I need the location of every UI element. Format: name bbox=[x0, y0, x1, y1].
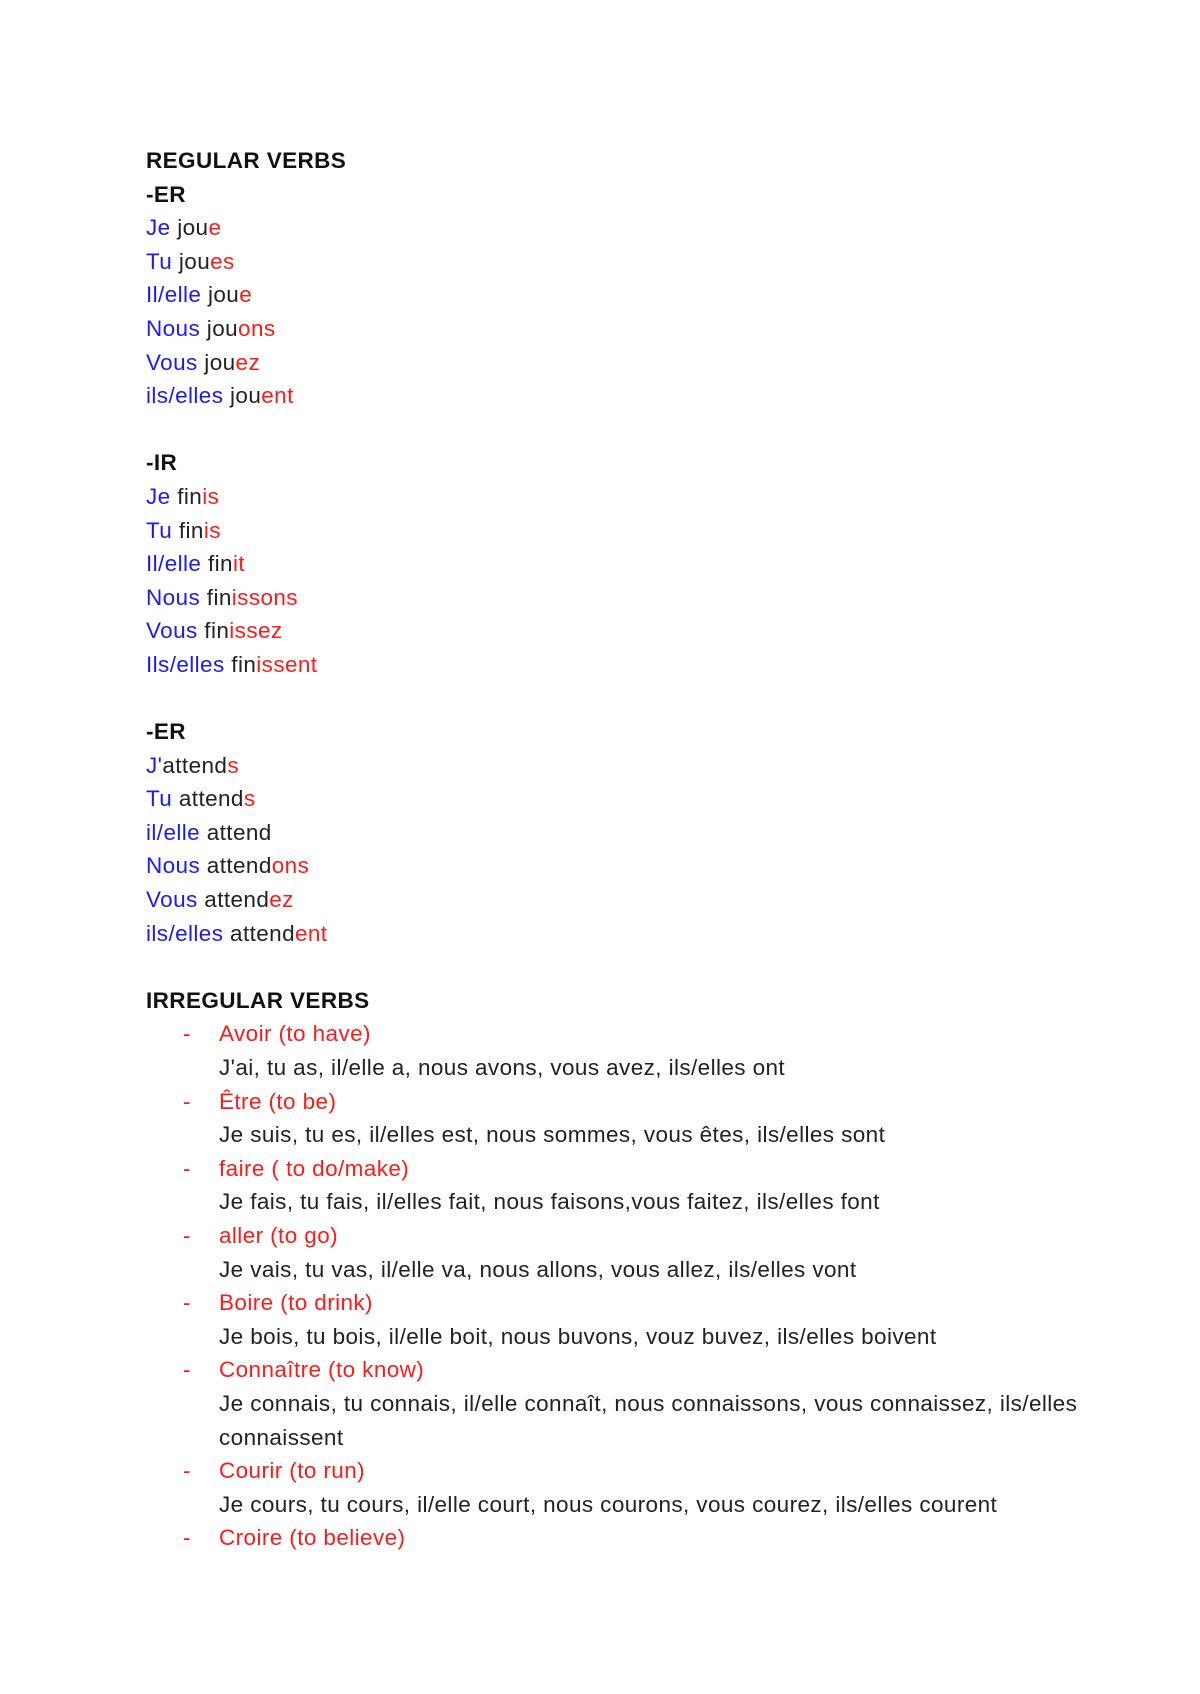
verb-ending: ez bbox=[269, 887, 294, 913]
verb-ending: it bbox=[232, 551, 246, 577]
conjugation-row bbox=[146, 917, 1096, 951]
conjugation-row bbox=[146, 614, 1096, 648]
group-heading: -ER bbox=[146, 181, 186, 207]
verb-ending: s bbox=[243, 786, 256, 812]
conjugation-row bbox=[146, 514, 1096, 548]
verb-stem: jou bbox=[223, 383, 262, 409]
pronoun: Vous bbox=[146, 349, 198, 375]
verb-ending: es bbox=[210, 248, 235, 274]
verb-stem: fin bbox=[200, 584, 232, 610]
list-item bbox=[146, 1521, 1096, 1555]
verb-stem: fin bbox=[172, 517, 204, 543]
pronoun: ils/elles bbox=[146, 920, 224, 946]
verb-stem: attend bbox=[200, 853, 272, 879]
pronoun: Tu bbox=[146, 786, 173, 812]
verb-ending: ons bbox=[271, 853, 310, 879]
conjugation-row bbox=[146, 816, 1096, 850]
bullet-dash: - bbox=[183, 1458, 191, 1484]
list-item bbox=[146, 1454, 1096, 1521]
verb-ending: ent bbox=[261, 383, 294, 409]
conjugation-row bbox=[146, 547, 1096, 581]
verb-stem: attend bbox=[162, 752, 228, 778]
group-heading: -ER bbox=[146, 719, 186, 745]
verb-ending: ent bbox=[294, 920, 328, 946]
conjugation-row bbox=[146, 278, 1096, 312]
verb-ending: s bbox=[227, 752, 239, 778]
conjugation-row bbox=[146, 245, 1096, 279]
verb-stem: fin bbox=[224, 651, 257, 677]
bullet-dash: - bbox=[183, 1088, 191, 1114]
pronoun: Il/elle bbox=[146, 551, 202, 577]
verb-conjugation: J'ai, tu as, il/elle a, nous avons, vous avez, ils/elles ont bbox=[219, 1055, 786, 1081]
pronoun: Nous bbox=[146, 584, 201, 610]
verb-ending: ez bbox=[235, 349, 261, 375]
conjugation-row bbox=[146, 211, 1096, 245]
conjugation-row bbox=[146, 581, 1096, 615]
verb-ending: issent bbox=[256, 651, 318, 677]
verb-stem: fin bbox=[201, 551, 233, 577]
conjugation-row bbox=[146, 749, 1096, 783]
conjugation-row bbox=[146, 883, 1096, 917]
regular-verbs-title: REGULAR VERBS bbox=[146, 148, 347, 173]
pronoun: Vous bbox=[146, 618, 198, 644]
verb-conjugation: Je suis, tu es, il/elles est, nous sommes, vous êtes, ils/elles sont bbox=[219, 1122, 886, 1148]
verb-stem: attend bbox=[200, 819, 272, 845]
spacer bbox=[146, 950, 1096, 984]
verb-stem: attend bbox=[197, 887, 270, 913]
conjugation-row bbox=[146, 379, 1096, 413]
verb-conjugation: Je connais, tu connais, il/elle connaît, nous connaissons, vous connaissez, ils/elles connaissent bbox=[219, 1390, 1078, 1450]
verb-ending: e bbox=[239, 282, 253, 308]
bullet-dash: - bbox=[183, 1155, 191, 1181]
irregular-verbs-title: IRREGULAR VERBS bbox=[146, 987, 370, 1013]
verb-ending: e bbox=[208, 215, 222, 241]
verb-stem: jou bbox=[201, 282, 240, 308]
conjugation-row bbox=[146, 648, 1096, 682]
conjugation-row bbox=[146, 312, 1096, 346]
verb-ending: is bbox=[203, 517, 221, 543]
verb-stem: fin bbox=[170, 483, 203, 509]
list-item bbox=[146, 1152, 1096, 1219]
verb-name: Croire (to believe) bbox=[219, 1525, 406, 1551]
pronoun: Nous bbox=[146, 315, 201, 341]
group-heading: -IR bbox=[146, 450, 178, 476]
bullet-dash: - bbox=[183, 1525, 191, 1551]
pronoun: Tu bbox=[146, 517, 173, 543]
verb-stem: jou bbox=[172, 248, 211, 274]
pronoun: Je bbox=[146, 483, 171, 509]
verb-conjugation: Je cours, tu cours, il/elle court, nous courons, vous courez, ils/elles courent bbox=[219, 1491, 998, 1517]
pronoun: il/elle bbox=[146, 819, 201, 845]
irregular-verb-list bbox=[146, 1017, 1096, 1555]
bullet-dash: - bbox=[183, 1223, 191, 1248]
conjugation-row bbox=[146, 346, 1096, 380]
verb-name: Connaître (to know) bbox=[219, 1357, 425, 1383]
conjugation-row bbox=[146, 480, 1096, 514]
bullet-dash: - bbox=[183, 1357, 191, 1383]
ir-verb-group bbox=[146, 446, 1096, 681]
pronoun: Nous bbox=[146, 853, 201, 879]
verb-name: aller (to go) bbox=[219, 1223, 338, 1248]
verb-conjugation: Je bois, tu bois, il/elle boit, nous buvons, vouz buvez, ils/elles boivent bbox=[219, 1323, 937, 1349]
verb-stem: fin bbox=[197, 618, 230, 644]
conjugation-row bbox=[146, 849, 1096, 883]
pronoun: Je bbox=[146, 215, 171, 241]
spacer bbox=[146, 682, 1096, 716]
bullet-dash: - bbox=[183, 1290, 191, 1316]
verb-name: faire ( to do/make) bbox=[219, 1155, 410, 1181]
er-verb-group bbox=[146, 178, 1096, 413]
verb-name: Boire (to drink) bbox=[219, 1290, 373, 1316]
pronoun: Vous bbox=[146, 887, 198, 913]
verb-stem: jou bbox=[170, 215, 209, 241]
verb-stem: attend bbox=[172, 786, 244, 812]
verb-name: Courir (to run) bbox=[219, 1458, 366, 1484]
verb-conjugation: Je vais, tu vas, il/elle va, nous allons, vous allez, ils/elles vont bbox=[219, 1256, 857, 1282]
verb-ending: issons bbox=[231, 584, 298, 610]
document-page bbox=[146, 144, 1096, 1555]
spacer bbox=[146, 413, 1096, 447]
verb-ending: issez bbox=[229, 618, 283, 644]
list-item bbox=[146, 1286, 1096, 1353]
conjugation-row bbox=[146, 782, 1096, 816]
verb-stem: attend bbox=[223, 920, 295, 946]
list-item bbox=[146, 1353, 1096, 1454]
pronoun: J' bbox=[146, 752, 163, 778]
list-item bbox=[146, 1219, 1096, 1286]
verb-ending: is bbox=[202, 483, 220, 509]
verb-stem: jou bbox=[197, 349, 236, 375]
verb-name: Avoir (to have) bbox=[219, 1021, 371, 1047]
re-verb-group bbox=[146, 715, 1096, 950]
verb-name: Être (to be) bbox=[219, 1088, 337, 1114]
list-item bbox=[146, 1017, 1096, 1084]
bullet-dash: - bbox=[183, 1021, 191, 1047]
verb-conjugation: Je fais, tu fais, il/elles fait, nous faisons,vous faitez, ils/elles font bbox=[219, 1189, 880, 1215]
pronoun: ils/elles bbox=[146, 383, 224, 409]
pronoun: Il/elle bbox=[146, 282, 202, 308]
verb-stem: jou bbox=[200, 315, 239, 341]
pronoun: Ils/elles bbox=[146, 651, 225, 677]
pronoun: Tu bbox=[146, 248, 173, 274]
list-item bbox=[146, 1085, 1096, 1152]
verb-ending: ons bbox=[238, 315, 276, 341]
